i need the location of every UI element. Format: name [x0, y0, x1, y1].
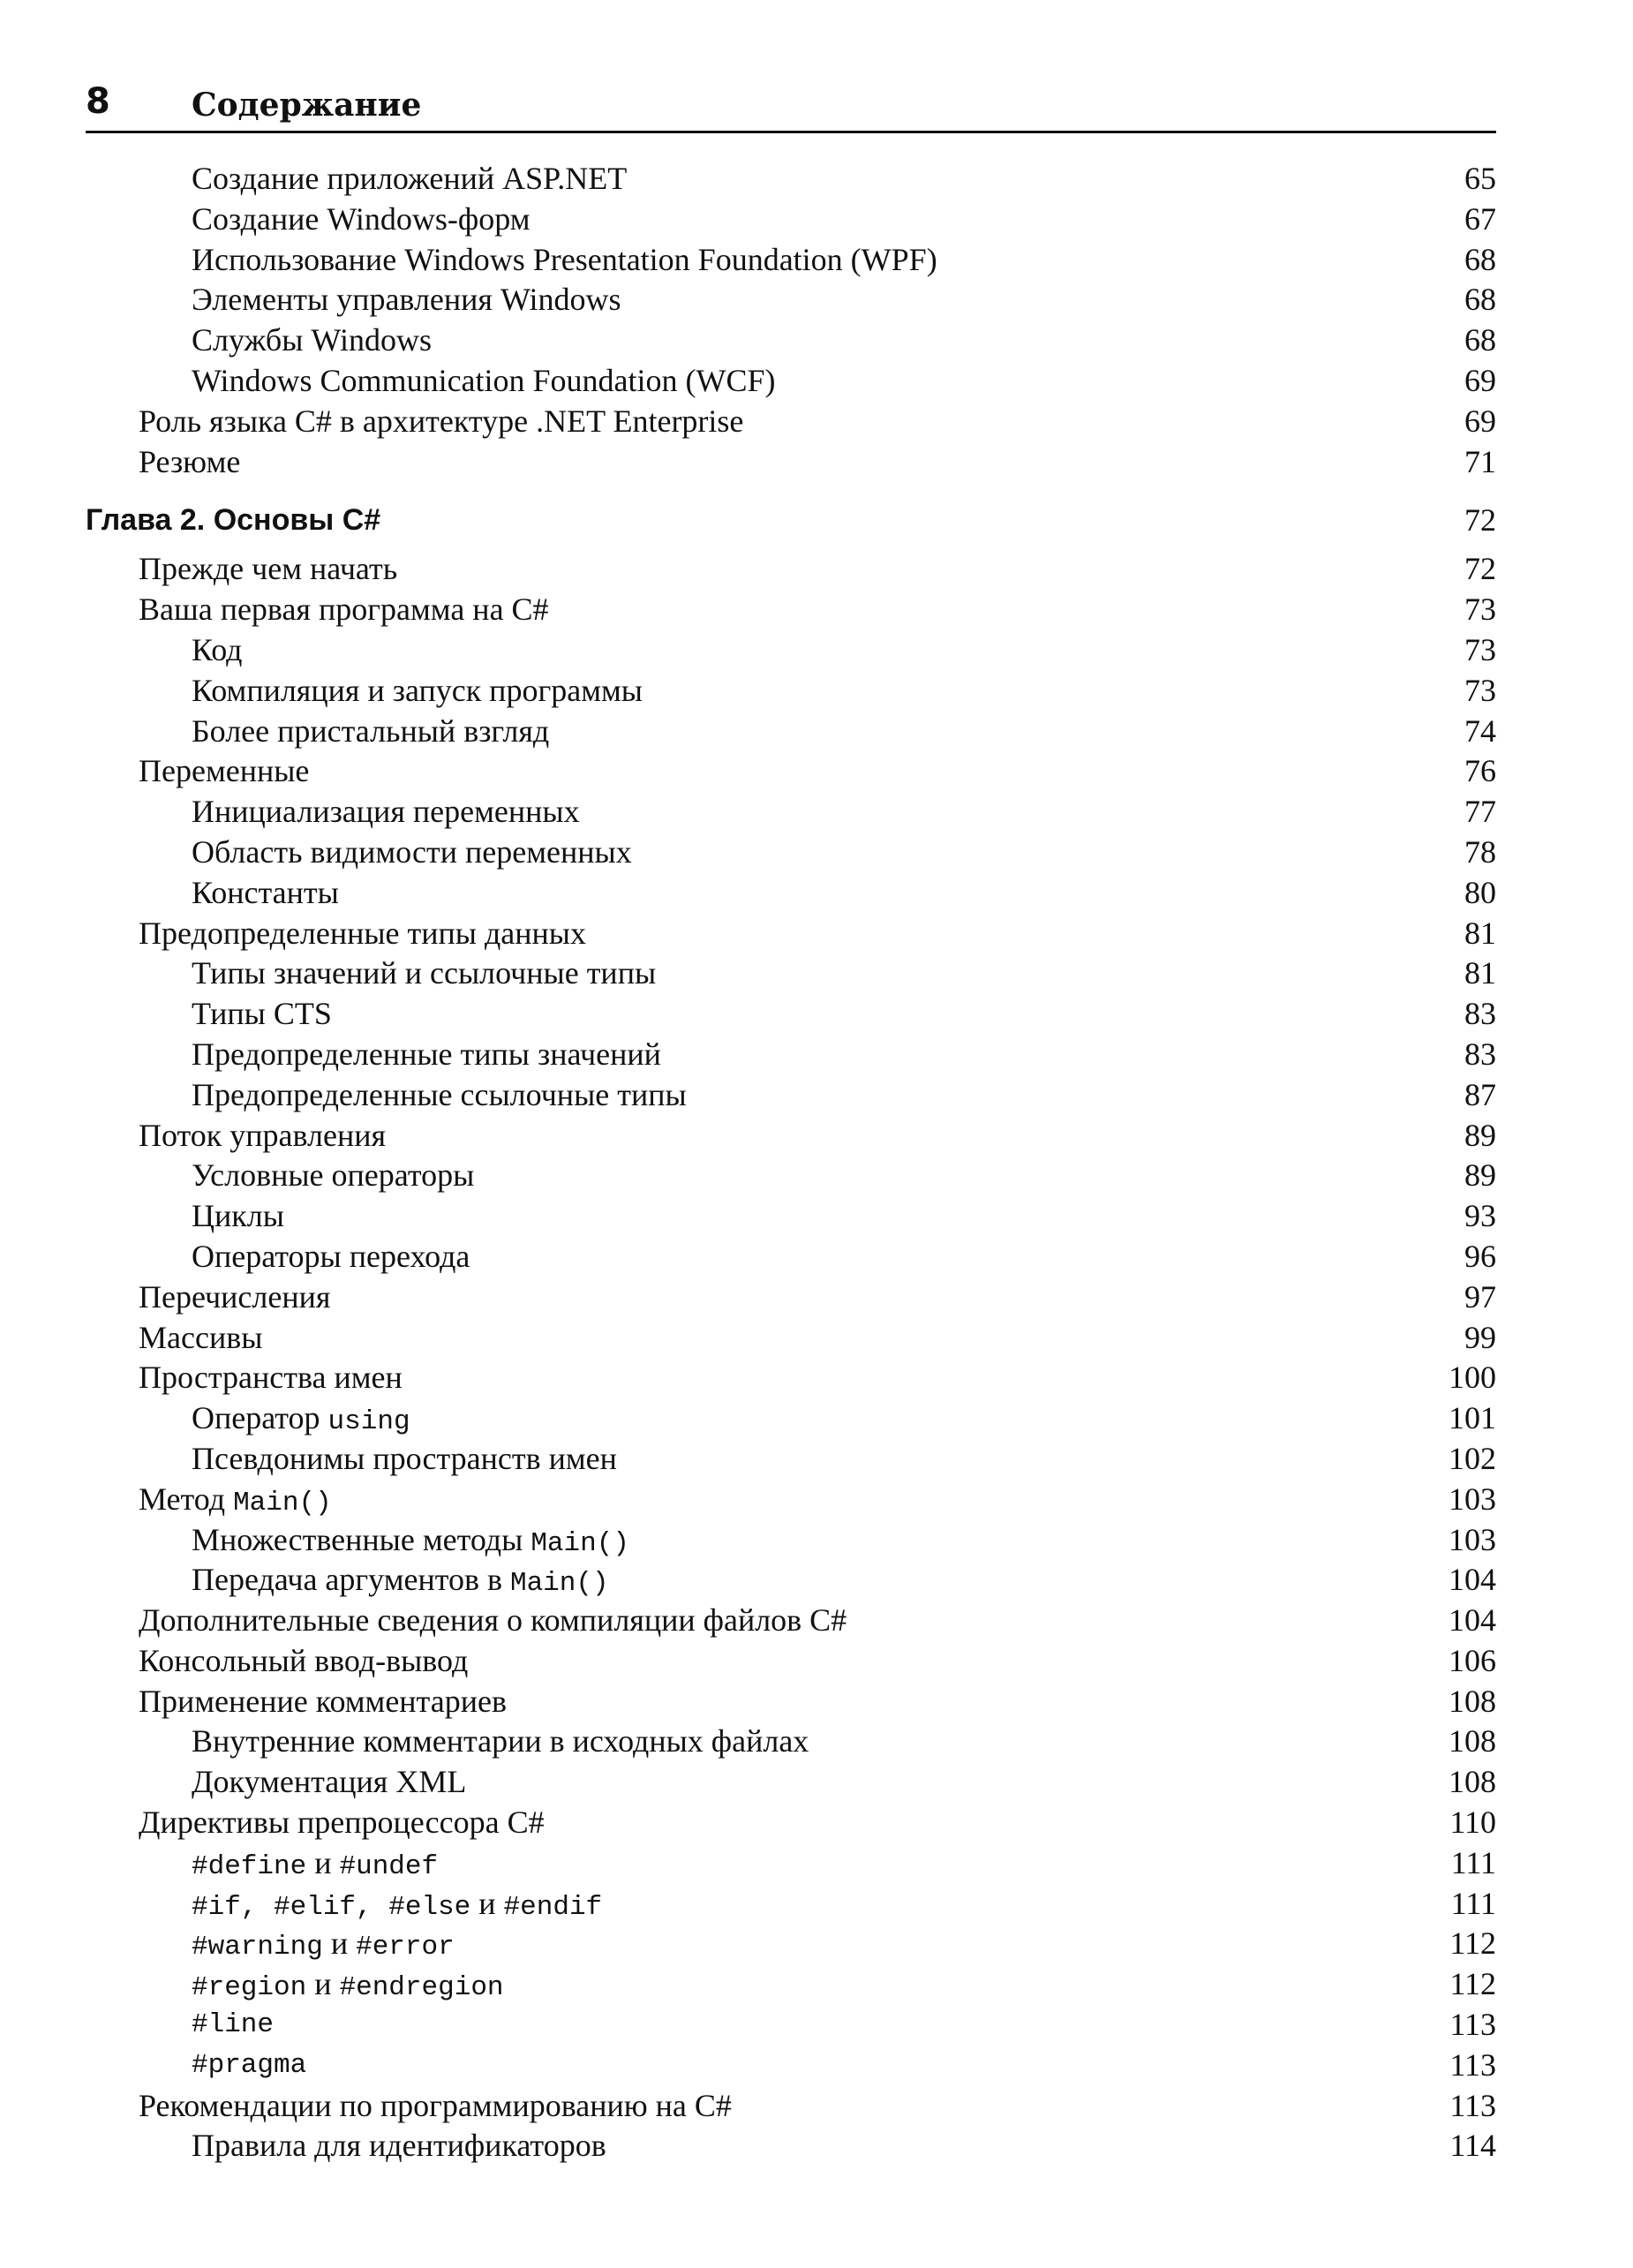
toc-entry-page: 77: [1464, 794, 1496, 830]
toc-entry: [86, 1075, 1496, 1116]
toc-entry-page: 74: [1464, 712, 1496, 749]
toc-entry-page: 89: [1464, 1157, 1496, 1194]
toc-entry-page: 108: [1449, 1683, 1496, 1719]
toc-entry: [86, 2046, 1496, 2086]
toc-entry-title: Создание Windows-форм: [192, 200, 531, 237]
toc-entry: [86, 671, 1496, 712]
chapter-title: Глава 2. Основы C#: [86, 503, 381, 538]
toc-entry: [86, 1964, 1496, 2005]
toc-entry: [86, 953, 1496, 994]
toc-entry: [86, 1116, 1496, 1157]
toc-entry-title: Более пристальный взгляд: [192, 712, 550, 749]
toc-entry-page: 69: [1464, 403, 1496, 439]
toc-entry-title: Резюме: [139, 443, 241, 479]
toc-entry-title: Ваша первая программа на C#: [139, 591, 549, 628]
toc-entry: [86, 873, 1496, 914]
toc-entry-title: Перечисления: [139, 1278, 331, 1315]
toc-entry-page: 111: [1450, 1885, 1496, 1921]
toc-entry-title: Пространства имен: [139, 1360, 403, 1396]
toc-entry: [86, 994, 1496, 1035]
toc-entry-page: 112: [1449, 1925, 1496, 1962]
toc-entry-page: 111: [1450, 1844, 1496, 1880]
toc-entry: [86, 2005, 1496, 2046]
page-title: Содержание: [192, 87, 422, 124]
toc-entry: [86, 1520, 1496, 1561]
toc-entry: [86, 240, 1496, 281]
toc-entry: [86, 2086, 1496, 2127]
toc-entry-title: [139, 1480, 332, 1524]
toc-entry-title: Директивы препроцессора C#: [139, 1805, 545, 1841]
toc-entry: [86, 1196, 1496, 1237]
toc-entry-page: 73: [1464, 631, 1496, 667]
toc-entry-title: [192, 1924, 455, 1968]
toc-entry-page: 72: [1464, 551, 1496, 587]
toc-entry-page: 101: [1449, 1400, 1496, 1436]
code-keyword: #define: [192, 1850, 307, 1882]
toc-entry-page: 93: [1464, 1198, 1496, 1234]
toc-entry-title: Операторы перехода: [192, 1238, 470, 1274]
toc-entry-title: Поток управления: [139, 1117, 387, 1153]
toc-entry: [86, 442, 1496, 483]
toc-entry-title: Переменные: [139, 753, 310, 789]
toc-entry-page: 104: [1449, 1562, 1496, 1598]
toc-entry: [86, 1803, 1496, 1843]
toc-entry-title: Предопределенные типы значений: [192, 1036, 661, 1072]
code-keyword: #endif: [503, 1891, 603, 1923]
code-keyword: Main(): [233, 1487, 332, 1518]
toc-entry-page: 71: [1464, 443, 1496, 479]
toc-entry: [86, 280, 1496, 320]
chapter-page: 72: [1464, 502, 1496, 539]
toc-entry-title: Дополнительные сведения о компиляции файлов C#: [139, 1602, 847, 1639]
toc-entry: [86, 1641, 1496, 1682]
toc-entry-text: Метод: [139, 1481, 234, 1517]
page-number: 8: [86, 81, 110, 122]
table-of-contents: [86, 159, 1496, 2166]
toc-entry-page: 83: [1464, 996, 1496, 1032]
toc-entry-title: [192, 1560, 609, 1604]
toc-entry-page: 76: [1464, 753, 1496, 789]
toc-entry: [86, 1156, 1496, 1196]
toc-entry-page: 73: [1464, 672, 1496, 708]
code-keyword: using: [327, 1406, 410, 1438]
toc-entry-page: 73: [1464, 591, 1496, 628]
toc-entry-title: Документация XML: [192, 1764, 467, 1800]
code-keyword: #undef: [339, 1850, 439, 1882]
toc-entry-page: 113: [1449, 2087, 1496, 2123]
toc-entry: [86, 1560, 1496, 1601]
toc-entry-title: Консольный ввод-вывод: [139, 1642, 469, 1678]
toc-entry-page: 103: [1449, 1481, 1496, 1517]
toc-entry-title: Предопределенные типы данных: [139, 915, 586, 951]
code-keyword: #error: [356, 1932, 455, 1963]
toc-entry: [86, 402, 1496, 442]
code-keyword: #if, #elif, #else: [192, 1891, 471, 1923]
toc-entry-page: 89: [1464, 1117, 1496, 1153]
toc-entry-title: Условные операторы: [192, 1157, 475, 1194]
toc-entry-page: 113: [1449, 2046, 1496, 2083]
toc-entry-page: 67: [1464, 200, 1496, 237]
toc-entry-page: 108: [1449, 1764, 1496, 1800]
code-keyword: #pragma: [192, 2049, 307, 2081]
toc-entry-conjunction: и: [306, 1844, 340, 1880]
toc-entry-page: 104: [1449, 1602, 1496, 1639]
toc-entry-page: 87: [1464, 1076, 1496, 1112]
toc-entry-page: 65: [1464, 161, 1496, 196]
toc-entry: [86, 1682, 1496, 1722]
toc-entry: [86, 549, 1496, 590]
toc-entry-title: Предопределенные ссылочные типы: [192, 1076, 687, 1112]
toc-entry-title: [192, 1843, 438, 1887]
toc-entry: [86, 1884, 1496, 1925]
toc-entry: [86, 1843, 1496, 1884]
code-keyword: #warning: [192, 1932, 323, 1963]
toc-entry-page: 81: [1464, 915, 1496, 951]
toc-entry-title: [192, 1398, 410, 1443]
toc-entry: [86, 2126, 1496, 2166]
toc-entry-title: Прежде чем начать: [139, 551, 398, 587]
toc-entry-title: Циклы: [192, 1198, 284, 1234]
toc-entry: [86, 590, 1496, 630]
toc-entry: [86, 712, 1496, 752]
toc-entry-title: Массивы: [139, 1319, 263, 1355]
toc-entry-title: Внутренние комментарии в исходных файлах: [192, 1723, 809, 1759]
toc-entry-conjunction: и: [470, 1885, 504, 1921]
toc-entry-page: 99: [1464, 1319, 1496, 1355]
toc-entry-title: [192, 1884, 602, 1928]
toc-entry: [86, 1398, 1496, 1439]
toc-entry-page: 103: [1449, 1521, 1496, 1557]
toc-entry: [86, 630, 1496, 671]
toc-entry-page: 110: [1449, 1805, 1496, 1841]
toc-entry-title: Рекомендации по программированию на C#: [139, 2087, 732, 2123]
toc-entry-title: Инициализация переменных: [192, 794, 580, 830]
toc-entry: [86, 200, 1496, 240]
code-keyword: #endregion: [339, 1972, 504, 2004]
toc-entry: [86, 1480, 1496, 1520]
toc-entry-title: [192, 1520, 629, 1564]
toc-entry: [86, 320, 1496, 361]
code-keyword: Main(): [509, 1568, 609, 1600]
toc-entry-title: Службы Windows: [192, 322, 432, 358]
toc-entry: [86, 1318, 1496, 1359]
code-keyword: #line: [192, 2009, 275, 2041]
toc-entry-title: Роль языка C# в архитектуре .NET Enterprise: [139, 403, 744, 439]
toc-entry: [86, 792, 1496, 833]
toc-entry-conjunction: и: [322, 1925, 357, 1962]
toc-entry: [86, 1035, 1496, 1075]
toc-entry-title: Windows Communication Foundation (WCF): [192, 362, 776, 398]
toc-entry: [86, 1601, 1496, 1641]
toc-entry-page: 112: [1449, 1966, 1496, 2002]
toc-entry-text: Оператор: [192, 1400, 328, 1436]
toc-entry: [86, 1722, 1496, 1762]
toc-entry: [86, 361, 1496, 402]
toc-entry-title: Использование Windows Presentation Foundation (WPF): [192, 241, 937, 277]
toc-entry-page: 80: [1464, 874, 1496, 910]
toc-entry-page: 100: [1449, 1360, 1496, 1396]
toc-entry-page: 113: [1449, 2007, 1496, 2043]
toc-entry-title: Константы: [192, 874, 339, 910]
toc-entry: [86, 1237, 1496, 1277]
code-keyword: Main(): [531, 1527, 629, 1559]
toc-entry: [86, 751, 1496, 792]
toc-chapter-heading: [86, 484, 1496, 549]
toc-entry: [86, 914, 1496, 954]
toc-entry-page: 97: [1464, 1278, 1496, 1315]
toc-entry-page: 96: [1464, 1238, 1496, 1274]
toc-entry-page: 68: [1464, 322, 1496, 358]
toc-entry-page: 81: [1464, 955, 1496, 991]
toc-entry: [86, 1277, 1496, 1318]
toc-entry-title: Типы значений и ссылочные типы: [192, 955, 657, 991]
toc-entry-page: 68: [1464, 282, 1496, 318]
toc-entry-page: 114: [1449, 2128, 1496, 2164]
toc-entry-title: [192, 1964, 504, 2008]
toc-entry-page: 106: [1449, 1642, 1496, 1678]
toc-entry: [86, 1358, 1496, 1398]
toc-entry-title: Код: [192, 631, 243, 667]
toc-entry: [86, 833, 1496, 873]
toc-entry-text: Множественные методы: [192, 1521, 531, 1557]
toc-entry-text: Передача аргументов в: [192, 1562, 510, 1598]
toc-entry: [86, 1924, 1496, 1964]
toc-entry-page: 108: [1449, 1723, 1496, 1759]
toc-entry: [86, 1762, 1496, 1803]
toc-entry-title: Компиляция и запуск программы: [192, 672, 643, 708]
toc-entry: [86, 159, 1496, 200]
toc-entry-title: Псевдонимы пространств имен: [192, 1440, 617, 1476]
toc-entry-page: 102: [1449, 1440, 1496, 1476]
code-keyword: #region: [192, 1972, 307, 2004]
toc-entry-title: Правила для идентификаторов: [192, 2128, 606, 2164]
toc-entry-title: Создание приложений ASP.NET: [192, 161, 628, 196]
toc-entry-page: 78: [1464, 833, 1496, 870]
toc-entry-title: Область видимости переменных: [192, 833, 632, 870]
toc-entry-page: 83: [1464, 1036, 1496, 1072]
toc-entry-title: Применение комментариев: [139, 1683, 507, 1719]
toc-entry-page: 68: [1464, 241, 1496, 277]
toc-entry-title: Элементы управления Windows: [192, 282, 621, 318]
toc-entry-title: Типы CTS: [192, 996, 332, 1032]
toc-entry-conjunction: и: [306, 1966, 340, 2002]
page-header: [86, 78, 1496, 133]
toc-entry: [86, 1439, 1496, 1480]
toc-entry-page: 69: [1464, 362, 1496, 398]
